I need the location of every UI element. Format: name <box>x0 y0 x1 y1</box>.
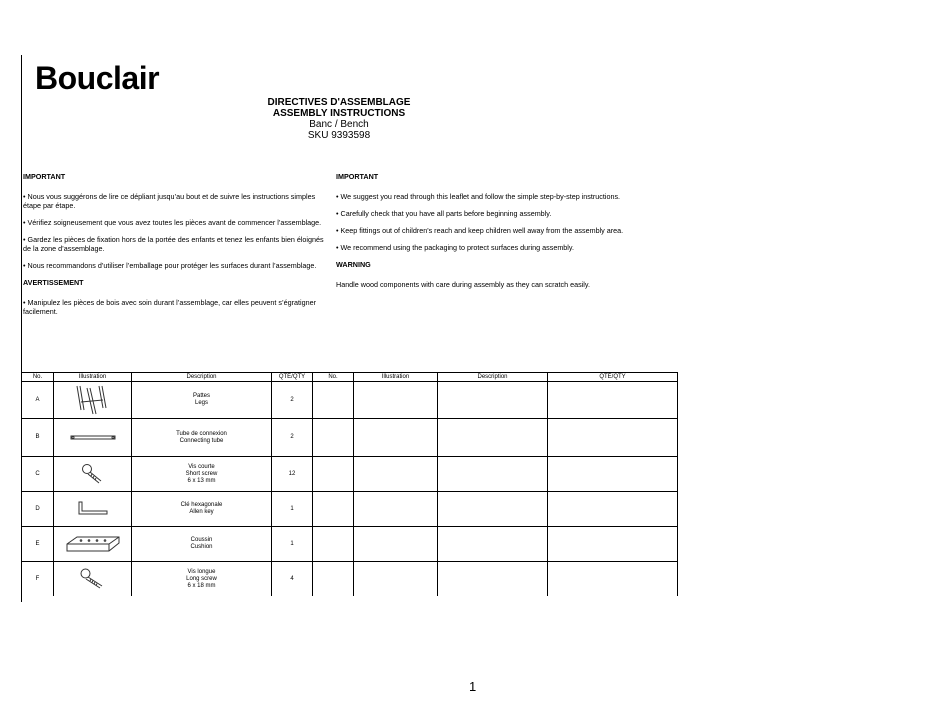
part-qty: 1 <box>272 527 313 562</box>
long-screw-icon <box>80 568 106 590</box>
part-no: E <box>22 527 54 562</box>
english-item: • Keep fittings out of children's reach and keep children well away from the assembly area. <box>336 226 624 235</box>
title-french: DIRECTIVES D'ASSEMBLAGE <box>267 97 411 108</box>
title-english: ASSEMBLY INSTRUCTIONS <box>272 108 406 119</box>
english-warning: Handle wood components with care during assembly as they can scratch easily. <box>336 280 590 289</box>
french-item: • Vérifiez soigneusement que vous avez toutes les pièces avant de commencer l’assemblage. <box>23 218 322 227</box>
french-instructions <box>23 172 328 324</box>
part-desc-en: Short screw <box>185 470 218 477</box>
header-qty: QTÉ/QTY <box>548 373 678 382</box>
header-illustration: Illustration <box>54 373 132 382</box>
page-number: 1 <box>469 679 477 694</box>
product-name: Banc / Bench <box>309 119 369 130</box>
english-warning-heading: WARNING <box>336 260 371 269</box>
legs-icon <box>73 384 113 416</box>
part-desc-en: Long screw <box>186 575 217 582</box>
part-qty: 4 <box>272 562 313 597</box>
table-row <box>22 562 678 597</box>
part-desc-fr: Pattes <box>192 393 210 399</box>
header-description: Description <box>132 373 272 382</box>
french-warning: • Manipulez les pièces de bois avec soin durant l’assemblage, car elles peuvent s’égratigner facilement. <box>23 298 316 316</box>
header-illustration: Illustration <box>354 373 438 382</box>
part-desc-en: Cushion <box>190 544 213 550</box>
part-no: B <box>22 419 54 457</box>
sku: SKU 9393598 <box>307 130 371 141</box>
part-qty: 2 <box>272 419 313 457</box>
table-row <box>22 419 678 457</box>
english-item: • Carefully check that you have all parts before beginning assembly. <box>336 209 552 218</box>
part-no: C <box>22 457 54 492</box>
part-desc-fr: Vis courte <box>188 463 215 470</box>
french-item: • Nous vous suggérons de lire ce dépliant jusqu’au bout et de suivre les instructions simples étape par étape. <box>23 192 316 210</box>
english-important-heading: IMPORTANT <box>336 172 379 181</box>
french-warning-heading: AVERTISSEMENT <box>23 278 84 287</box>
french-item: • Gardez les pièces de fixation hors de la portée des enfants et tenez les enfants bien éloignés de la zone d’assemblage. <box>23 235 324 253</box>
part-desc-fr: Clé hexagonale <box>180 502 223 508</box>
french-important-heading: IMPORTANT <box>23 172 66 181</box>
part-desc-en: Connecting tube <box>179 437 224 444</box>
brand-logo: Bouclair <box>35 60 160 96</box>
short-screw-icon <box>81 463 105 485</box>
part-qty: 12 <box>272 457 313 492</box>
english-item: • We suggest you read through this leaflet and follow the simple step-by-step instructions. <box>336 192 621 201</box>
english-instructions <box>336 172 656 297</box>
part-desc-en: Allen key <box>189 509 214 515</box>
allen-key-icon <box>76 500 110 518</box>
english-item: • We recommend using the packaging to protect surfaces during assembly. <box>336 243 574 252</box>
table-row <box>22 527 678 562</box>
title-block <box>189 97 489 141</box>
header-qty: QTÉ/QTY <box>272 373 313 382</box>
table-row <box>22 457 678 492</box>
table-row <box>22 382 678 419</box>
part-no: F <box>22 562 54 597</box>
table-row <box>22 492 678 527</box>
table-header-row <box>22 373 678 382</box>
connecting-tube-icon <box>69 431 117 445</box>
part-desc-en: Legs <box>194 400 208 406</box>
part-no: A <box>22 382 54 419</box>
part-qty: 1 <box>272 492 313 527</box>
part-no: D <box>22 492 54 527</box>
part-qty: 2 <box>272 382 313 419</box>
header-no: No. <box>22 373 54 382</box>
part-desc-fr: Tube de connexion <box>176 430 227 437</box>
part-desc-fr: Coussin <box>190 537 213 543</box>
part-size: 6 x 18 mm <box>187 582 216 589</box>
header-no: No. <box>313 373 354 382</box>
parts-table <box>21 372 678 596</box>
part-size: 6 x 13 mm <box>187 477 216 484</box>
cushion-icon <box>65 534 121 554</box>
part-desc-fr: Vis longue <box>187 568 216 575</box>
header-description: Description <box>438 373 548 382</box>
french-item: • Nous recommandons d’utiliser l’emballage pour protéger les surfaces durant l’assemblage. <box>23 261 317 270</box>
